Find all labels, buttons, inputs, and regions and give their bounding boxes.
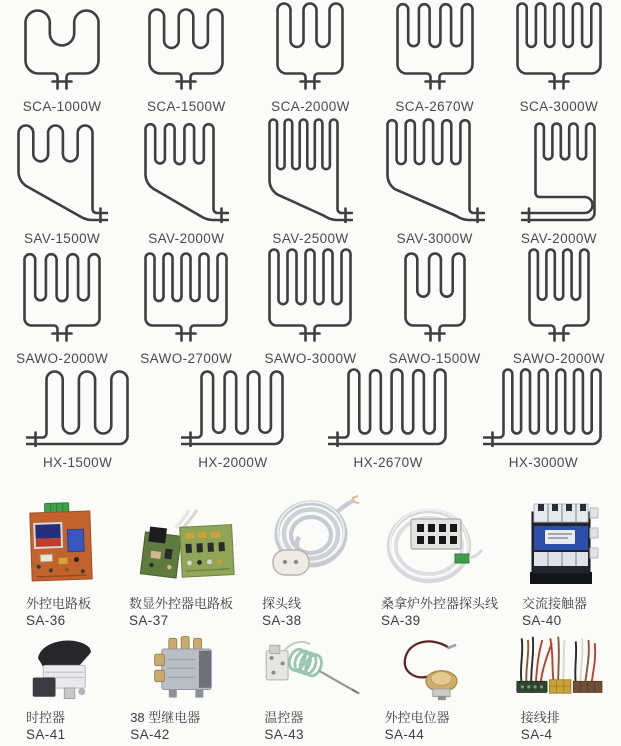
part-name: 数显外控器电路板 <box>129 596 246 612</box>
heating-element-model-label: SAWO-2000W <box>16 344 108 366</box>
heating-element-item <box>311 366 466 470</box>
part-photo-timer <box>0 632 124 710</box>
heating-element-model-label: SAWO-3000W <box>264 344 356 366</box>
part-label <box>246 596 369 632</box>
heating-element-item <box>373 0 497 114</box>
heating-element-model-label: SAV-3000W <box>397 224 473 246</box>
heating-element-model-label: HX-1500W <box>43 448 112 470</box>
part-code: SA-42 <box>130 726 248 743</box>
heating-element-item <box>248 0 372 114</box>
element-row-sawo <box>0 246 621 366</box>
part-label <box>373 710 497 746</box>
heating-element-model-label: SCA-1000W <box>23 92 102 114</box>
heating-element-diagram <box>395 1 475 91</box>
heating-element-diagram <box>275 1 345 91</box>
part-code: SA-37 <box>129 612 246 629</box>
heating-element-diagram <box>483 367 603 447</box>
part-code: SA-39 <box>381 612 498 629</box>
part-label <box>123 596 246 632</box>
spare-part-item <box>373 632 497 746</box>
heating-element-diagram <box>143 121 229 223</box>
heating-element-item <box>124 0 248 114</box>
spare-part-item <box>0 632 124 746</box>
heating-element-diagram <box>521 121 597 223</box>
heating-element-item <box>0 246 124 366</box>
part-label <box>498 596 621 632</box>
heating-element-item <box>155 366 310 470</box>
heating-element-model-label: SAWO-2700W <box>140 344 232 366</box>
spare-part-item <box>498 482 621 632</box>
part-code: SA-40 <box>522 612 621 629</box>
heating-element-item <box>124 114 248 246</box>
part-name: 探头线 <box>262 596 369 612</box>
pcb-illustration <box>20 496 102 588</box>
part-photo-ac-contactor <box>498 482 621 596</box>
part-photo-probe-cable <box>246 482 369 596</box>
heating-element-item <box>248 114 372 246</box>
part-label <box>248 710 372 746</box>
contactor-illustration <box>518 492 602 588</box>
part-label <box>497 710 621 746</box>
potentiometer-illustration <box>393 636 476 702</box>
part-code: SA-4 <box>521 726 621 743</box>
spare-part-item <box>124 632 248 746</box>
pcb-illustration <box>131 508 237 588</box>
part-photo-thermostat <box>248 632 372 710</box>
heating-element-diagram <box>527 247 591 343</box>
part-photo-relay <box>124 632 248 710</box>
part-photo-terminal-strip <box>497 632 621 710</box>
heating-element-model-label: HX-2670W <box>354 448 423 470</box>
spare-part-item <box>246 482 369 632</box>
part-label <box>124 710 248 746</box>
element-row-hx <box>0 366 621 470</box>
part-name: 时控器 <box>26 710 124 726</box>
part-photo-potentiometer <box>373 632 497 710</box>
heating-element-model-label: SAWO-2000W <box>513 344 605 366</box>
terminal-strip-illustration <box>509 632 609 702</box>
heating-element-model-label: SAV-2000W <box>148 224 224 246</box>
heating-element-diagram <box>328 367 448 447</box>
heating-element-model-label: SAV-1500W <box>24 224 100 246</box>
part-code: SA-38 <box>262 612 369 629</box>
spare-part-item <box>248 632 372 746</box>
heating-element-model-label: HX-3000W <box>509 448 578 470</box>
parts-row-1 <box>0 482 621 632</box>
element-row-sca <box>0 0 621 114</box>
part-photo-sauna-controller-probe-cable <box>369 482 498 596</box>
part-photo-control-pcb <box>0 482 123 596</box>
relay-illustration <box>146 633 227 702</box>
heating-element-diagram <box>385 117 485 223</box>
heating-element-item <box>373 114 497 246</box>
heating-element-item <box>497 0 621 114</box>
heating-element-item <box>497 246 621 366</box>
part-name: 外控电位器 <box>385 710 497 726</box>
spare-part-item <box>497 632 621 746</box>
thermostat-illustration <box>257 636 363 702</box>
heating-element-model-label: HX-2000W <box>198 448 267 470</box>
heating-element-item <box>373 246 497 366</box>
cable-coil-illustration <box>255 490 359 588</box>
heating-element-model-label: SCA-2670W <box>395 92 474 114</box>
heating-element-model-label: SCA-1500W <box>147 92 226 114</box>
heating-element-diagram <box>143 251 229 343</box>
spare-part-item <box>123 482 246 632</box>
heating-element-diagram <box>23 7 101 91</box>
heating-element-model-label: SAV-2000W <box>521 224 597 246</box>
heating-element-item <box>0 366 155 470</box>
heating-element-item <box>0 114 124 246</box>
heating-element-model-label: SCA-2000W <box>271 92 350 114</box>
part-photo-digital-controller-pcb <box>123 482 246 596</box>
heating-element-diagram <box>267 117 353 223</box>
spare-part-item <box>369 482 498 632</box>
heating-element-diagram <box>181 369 285 447</box>
heating-element-diagram <box>147 7 225 91</box>
cable-coil-illustration <box>377 494 489 588</box>
part-label <box>0 710 124 746</box>
heating-element-item <box>0 0 124 114</box>
part-name: 温控器 <box>264 710 372 726</box>
heating-element-diagram <box>267 247 353 343</box>
heating-element-item <box>248 246 372 366</box>
part-code: SA-36 <box>26 612 123 629</box>
part-name: 交流接触器 <box>522 596 621 612</box>
heating-element-item <box>124 246 248 366</box>
heating-element-model-label: SAV-2500W <box>272 224 348 246</box>
part-name: 外控电路板 <box>26 596 123 612</box>
heating-element-diagram <box>515 1 603 91</box>
heating-element-item <box>466 366 621 470</box>
heating-element-model-label: SAWO-1500W <box>389 344 481 366</box>
heating-element-diagram <box>16 123 108 223</box>
heating-element-item <box>497 114 621 246</box>
heating-element-diagram <box>22 251 102 343</box>
timer-illustration <box>24 632 101 702</box>
part-code: SA-44 <box>385 726 497 743</box>
part-label <box>369 596 498 632</box>
part-code: SA-43 <box>264 726 372 743</box>
heating-element-diagram <box>26 369 130 447</box>
part-name: 桑拿炉外控器探头线 <box>381 596 498 612</box>
element-row-sav <box>0 114 621 246</box>
spare-part-item <box>0 482 123 632</box>
part-code: SA-41 <box>26 726 124 743</box>
parts-row-2 <box>0 632 621 738</box>
heating-element-model-label: SCA-3000W <box>520 92 599 114</box>
part-name: 接线排 <box>521 710 621 726</box>
part-name: 38 型继电器 <box>130 710 248 726</box>
part-label <box>0 596 123 632</box>
heating-element-diagram <box>403 251 467 343</box>
